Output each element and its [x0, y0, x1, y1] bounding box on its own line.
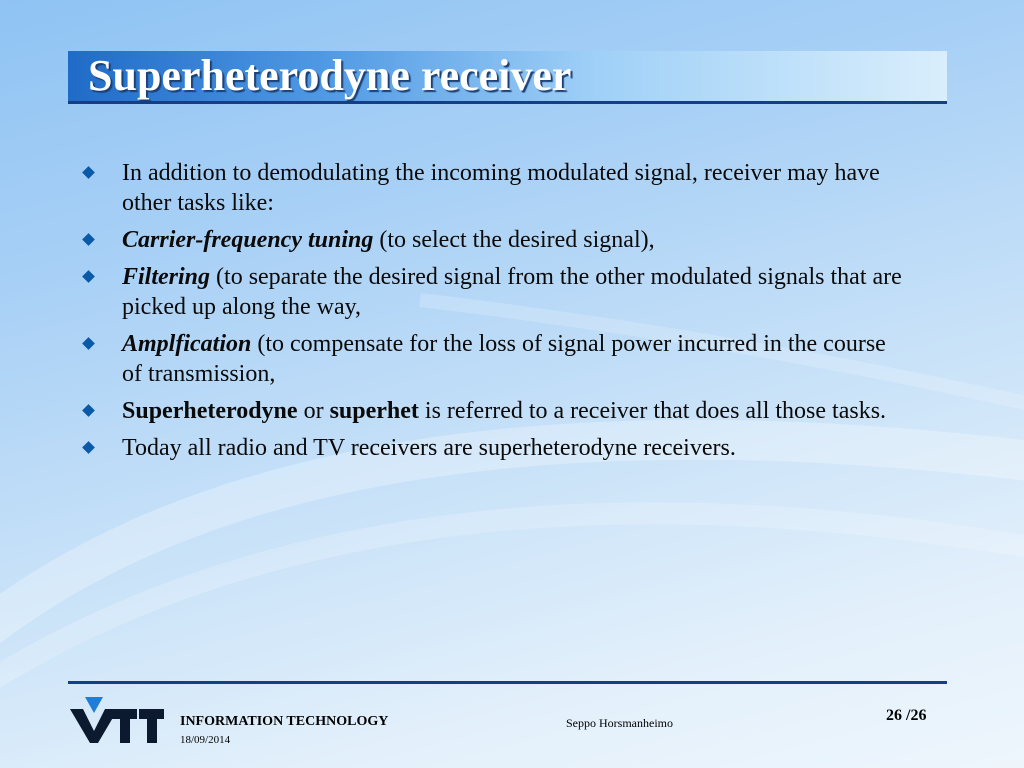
bullet-text: In addition to demodulating the incoming modulated signal, receiver may have other tasks like:: [122, 160, 880, 216]
author-label: Seppo Horsmanheimo: [566, 716, 673, 730]
slide-title: Superheterodyne receiver: [88, 51, 572, 100]
bullet-list: [80, 158, 910, 470]
bullet-term: Filtering: [122, 264, 211, 290]
bullet-item: [80, 158, 910, 218]
diamond-bullet-icon: [82, 270, 95, 283]
date-label: 18/09/2014: [180, 734, 231, 746]
footer-divider: [68, 681, 947, 684]
department-label: INFORMATION TECHNOLOGY: [180, 714, 389, 729]
diamond-bullet-icon: [82, 337, 95, 350]
vtt-logo: [70, 697, 166, 745]
bullet-term: superhet: [329, 398, 419, 424]
bullet-text: is referred to a receiver that does all those tasks.: [418, 398, 887, 424]
bullet-item: [80, 329, 910, 389]
diamond-bullet-icon: [82, 404, 95, 417]
diamond-bullet-icon: [82, 441, 95, 454]
bullet-term: Amplfication: [122, 331, 252, 357]
title-bar: [68, 51, 947, 104]
diamond-bullet-icon: [82, 166, 95, 179]
page-number: 26 /26: [886, 707, 927, 724]
bullet-item: [80, 396, 910, 426]
bullet-term: Superheterodyne: [122, 398, 298, 424]
bullet-item: [80, 262, 910, 322]
bullet-text: (to compensate for the loss of signal power incurred in the course of transmission,: [122, 331, 886, 387]
diamond-bullet-icon: [82, 233, 95, 246]
bullet-text: (to select the desired signal),: [373, 227, 655, 253]
bullet-item: [80, 225, 910, 255]
bullet-text: (to separate the desired signal from the other modulated signals that are picked up along the way,: [122, 264, 902, 320]
bullet-item: [80, 433, 910, 463]
bullet-text: or: [297, 398, 330, 424]
bullet-term: Carrier-frequency tuning: [122, 227, 374, 253]
bullet-text: Today all radio and TV receivers are superheterodyne receivers.: [122, 435, 736, 461]
